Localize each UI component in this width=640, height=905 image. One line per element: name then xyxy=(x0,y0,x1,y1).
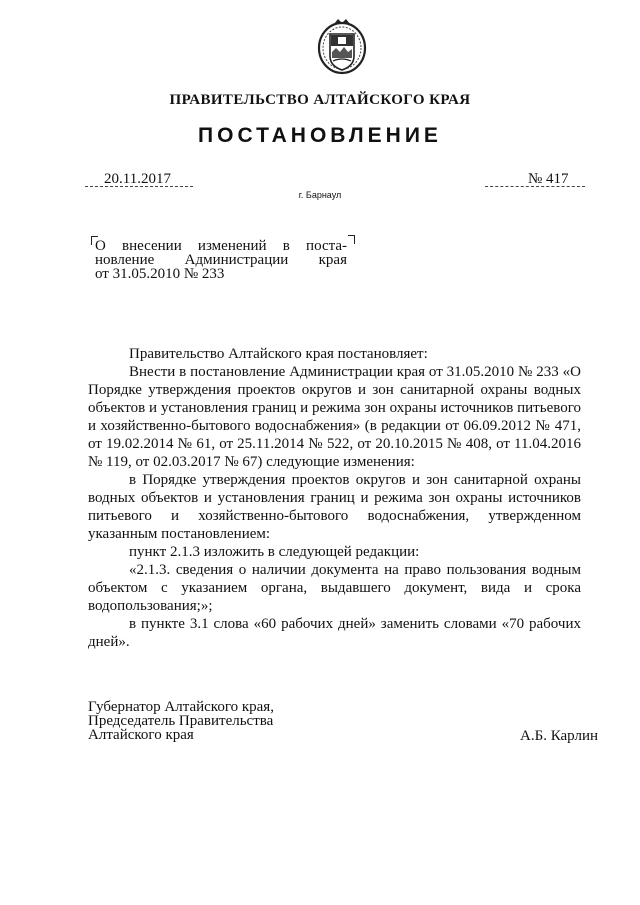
body-paragraph: Внести в постановление Администрации края от 31.05.2010 № 233 «О Порядке утверждения проектов округов и зон санитарной охраны водных объектов и установления границ и режима зон охраны источников питьевого и хозяйственно-бытового водоснабжения» (в редакции от 06.09.2012 № 471, от 19.02.2014 № 61, от 25.11.2014 № 522, от 20.10.2015 № 408, от 11.04.2016 № 119, от 02.03.2017 № 67) следующие изменения: xyxy=(88,364,581,470)
subject-line: О внесении изменений в поста- xyxy=(95,238,347,254)
body-paragraph: Правительство Алтайского края постановляет: xyxy=(129,346,428,362)
signature-block xyxy=(88,700,274,742)
subject-line: новление Администрации края xyxy=(95,252,347,268)
document-type-title: ПОСТАНОВЛЕНИЕ xyxy=(198,124,442,147)
document-subject xyxy=(95,239,347,281)
organization-name: ПРАВИТЕЛЬСТВО АЛТАЙСКОГО КРАЯ xyxy=(169,92,471,108)
city-name: г. Барнаул xyxy=(298,190,342,200)
signatory-name: А.Б. Карлин xyxy=(520,728,599,744)
document-date: 20.11.2017 xyxy=(104,171,171,187)
signature-line: Алтайского края xyxy=(88,727,194,743)
coat-of-arms-emblem-icon xyxy=(316,16,368,76)
body-paragraph: «2.1.3. сведения о наличии документа на право пользования водным объектом с указанием органа, выдавшего документ, вида и срока водопользования;»; xyxy=(88,562,581,614)
body-paragraph: пункт 2.1.3 изложить в следующей редакции: xyxy=(129,544,420,560)
date-underline xyxy=(85,186,193,187)
document-number: № 417 xyxy=(528,171,569,187)
subject-corner-right xyxy=(348,235,355,244)
document-body xyxy=(88,345,581,651)
signature-line: Губернатор Алтайского края, xyxy=(88,699,274,715)
subject-line: от 31.05.2010 № 233 xyxy=(95,266,225,282)
number-underline xyxy=(485,186,585,187)
signature-line: Председатель Правительства xyxy=(88,713,274,729)
body-paragraph: в Порядке утверждения проектов округов и зон санитарной охраны водных объектов и установления границ и режима зон охраны источников питьевого и хозяйственно-бытового водоснабжения, утвержденном указанным постановлением: xyxy=(88,472,581,542)
body-paragraph: в пункте 3.1 слова «60 рабочих дней» заменить словами «70 рабочих дней». xyxy=(88,616,581,650)
